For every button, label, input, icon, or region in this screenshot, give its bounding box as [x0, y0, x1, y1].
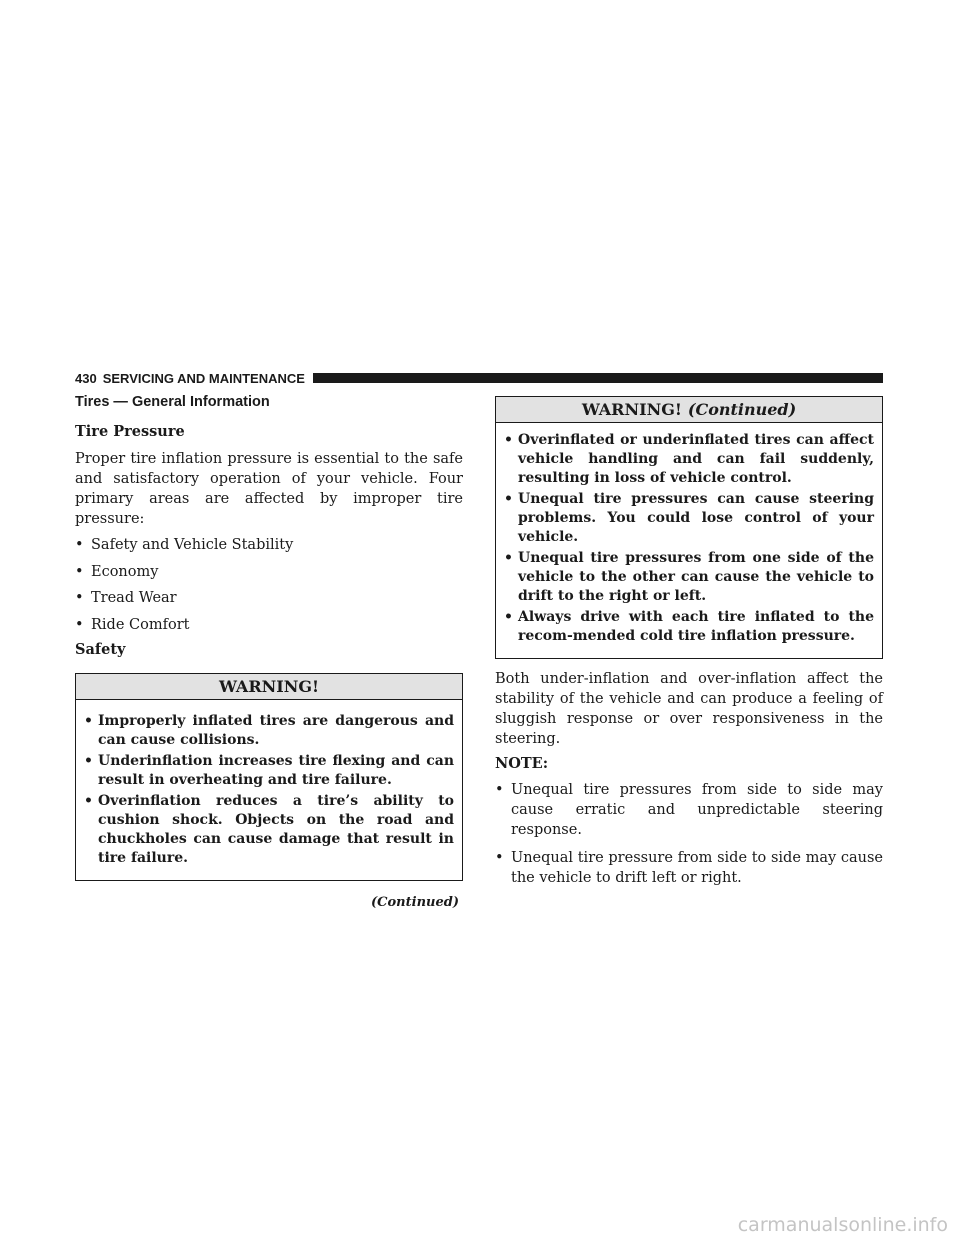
bullet-icon: •: [495, 782, 504, 798]
warning-list: [84, 712, 454, 868]
bullet-icon: •: [75, 537, 84, 553]
list-item: • Safety and Vehicle Stability: [75, 537, 294, 553]
bullet-icon: •: [504, 491, 513, 507]
tire-pressure-heading: Tire Pressure: [75, 423, 185, 440]
bullet-icon: •: [84, 793, 93, 809]
notes-list: [495, 780, 883, 888]
safety-heading: Safety: [75, 641, 126, 658]
page-number: 430: [75, 370, 97, 386]
intro-paragraph: Proper tire inflation pressure is essential to the safe and satisfactory operation of your vehicle. Four primary areas are affected by improper tire pressure:: [75, 451, 463, 527]
bullet-icon: •: [495, 850, 504, 866]
warning-list: [504, 431, 874, 646]
section-heading: Tires — General Information: [75, 394, 270, 410]
list-item: • Overinflation reduces a tire’s ability to cushion shock. Objects on the road and chuckholes can cause damage that result in tire failure.: [84, 793, 454, 866]
right-column: [495, 396, 883, 896]
warning-box-continued: [495, 396, 883, 659]
note-label: NOTE:: [495, 755, 549, 772]
list-item: • Improperly inflated tires are dangerous and can cause collisions.: [84, 713, 454, 748]
list-item: • Unequal tire pressures from one side of the vehicle to the other can cause the vehicle to drift to the right or left.: [504, 550, 874, 604]
bullet-icon: •: [504, 609, 513, 625]
list-item: • Always drive with each tire inflated to the recom-mended cold tire inflation pressure.: [504, 609, 874, 644]
page-header: [75, 370, 883, 386]
list-item: • Unequal tire pressures can cause steering problems. You could lose control of your vehicle.: [504, 491, 874, 545]
warning-title: WARNING! (Continued): [496, 397, 882, 423]
left-column: [75, 393, 463, 910]
list-item: • Overinflated or underinflated tires can affect vehicle handling and can fail suddenly, resulting in loss of vehicle control.: [504, 432, 874, 486]
continued-label: (Continued): [371, 895, 459, 910]
watermark: carmanualsonline.info: [737, 1214, 948, 1236]
list-item: • Economy: [75, 563, 159, 580]
bullet-icon: •: [504, 432, 513, 448]
warning-title: WARNING!: [76, 674, 462, 700]
section-title: SERVICING AND MAINTENANCE: [102, 370, 305, 386]
list-item: • Ride Comfort: [75, 616, 190, 633]
warning-box: [75, 673, 463, 881]
stability-paragraph: Both under-inflation and over-inflation affect the stability of the vehicle and can produce a feeling of sluggish response or over responsiveness in the steering.: [495, 671, 883, 747]
list-item: • Unequal tire pressure from side to side may cause the vehicle to drift left or right.: [495, 850, 883, 886]
bullet-icon: •: [504, 550, 513, 566]
bullet-icon: •: [75, 563, 84, 580]
bullet-icon: •: [84, 713, 93, 729]
bullet-icon: •: [75, 616, 84, 633]
bullet-icon: •: [84, 753, 93, 769]
header-rule: [313, 373, 883, 383]
list-item: • Unequal tire pressures from side to side may cause erratic and unpredictable steering response.: [495, 782, 883, 838]
bullet-icon: •: [75, 590, 84, 606]
list-item: • Tread Wear: [75, 590, 177, 606]
list-item: • Underinflation increases tire flexing and can result in overheating and tire failure.: [84, 753, 454, 788]
affected-areas-list: [75, 535, 463, 635]
